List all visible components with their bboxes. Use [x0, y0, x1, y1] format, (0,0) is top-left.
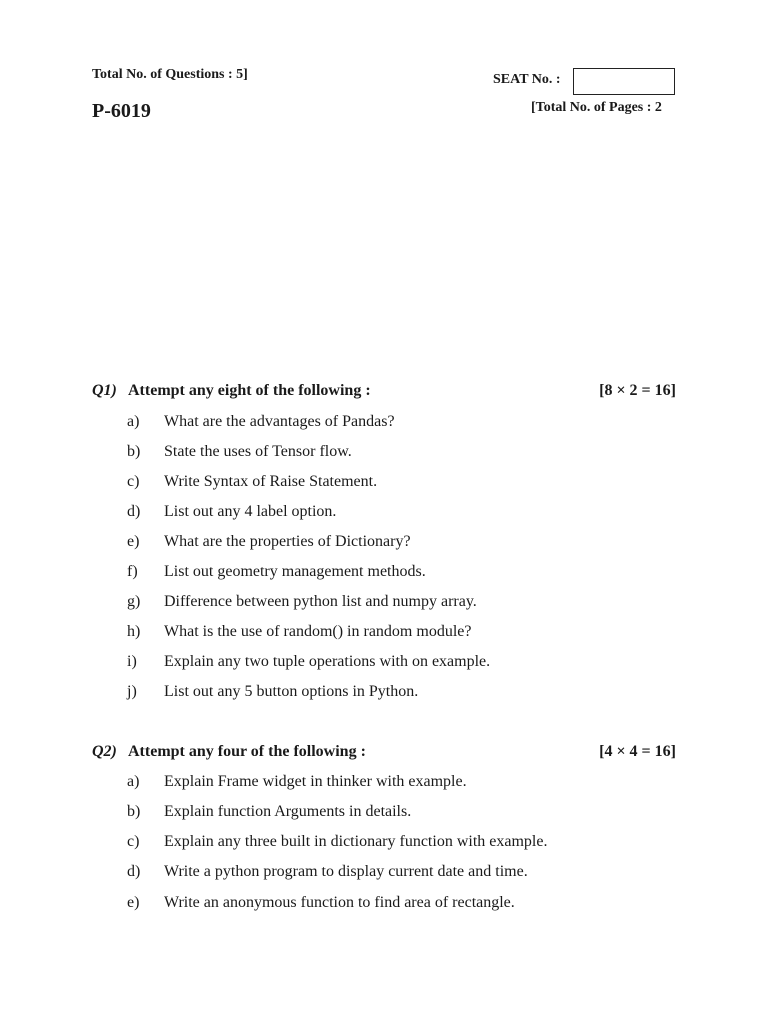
- question-number: Q1): [92, 382, 117, 399]
- paper-code: P-6019: [92, 100, 151, 122]
- item-text: What are the properties of Dictionary?: [164, 533, 411, 550]
- item-text: Write Syntax of Raise Statement.: [164, 473, 378, 490]
- item-text: What are the advantages of Pandas?: [164, 413, 395, 430]
- question-item: [127, 533, 687, 553]
- item-label: c): [127, 473, 140, 490]
- item-text: Write an anonymous function to find area of rectangle.: [164, 894, 515, 911]
- item-label: b): [127, 803, 141, 820]
- question-1-heading: [92, 382, 676, 404]
- question-item: [127, 443, 687, 463]
- item-text: List out any 5 button options in Python.: [164, 683, 419, 700]
- question-item: [127, 563, 687, 583]
- item-text: What is the use of random() in random module?: [164, 623, 472, 640]
- total-questions: Total No. of Questions : 5]: [92, 67, 248, 82]
- question-item: [127, 593, 687, 613]
- item-label: a): [127, 773, 140, 790]
- item-label: j): [127, 683, 137, 700]
- question-marks: [8 × 2 = 16]: [599, 382, 676, 399]
- item-text: List out geometry management methods.: [164, 563, 426, 580]
- item-text: State the uses of Tensor flow.: [164, 443, 352, 460]
- item-label: f): [127, 563, 138, 580]
- item-label: a): [127, 413, 140, 430]
- seat-number-box[interactable]: [573, 68, 675, 95]
- question-item: [127, 894, 687, 914]
- item-label: e): [127, 894, 140, 911]
- question-item: [127, 503, 687, 523]
- item-text: List out any 4 label option.: [164, 503, 337, 520]
- item-text: Difference between python list and numpy array.: [164, 593, 477, 610]
- item-label: g): [127, 593, 141, 610]
- item-text: Write a python program to display current date and time.: [164, 863, 528, 880]
- total-pages: [Total No. of Pages : 2: [531, 100, 662, 115]
- item-text: Explain any two tuple operations with on example.: [164, 653, 491, 670]
- question-item: [127, 653, 687, 673]
- item-text: Explain Frame widget in thinker with example.: [164, 773, 467, 790]
- seat-number-label: SEAT No. :: [493, 72, 561, 87]
- question-2-heading: [92, 743, 676, 765]
- item-label: i): [127, 653, 137, 670]
- question-item: [127, 623, 687, 643]
- question-item: [127, 473, 687, 493]
- item-label: c): [127, 833, 140, 850]
- item-label: b): [127, 443, 141, 460]
- question-item: [127, 833, 687, 853]
- item-label: h): [127, 623, 141, 640]
- question-item: [127, 863, 687, 883]
- question-title: Attempt any eight of the following :: [128, 382, 371, 399]
- question-item: [127, 683, 687, 703]
- question-item: [127, 413, 687, 433]
- question-item: [127, 773, 687, 793]
- question-marks: [4 × 4 = 16]: [599, 743, 676, 760]
- item-text: Explain function Arguments in details.: [164, 803, 412, 820]
- item-text: Explain any three built in dictionary function with example.: [164, 833, 548, 850]
- question-item: [127, 803, 687, 823]
- question-title: Attempt any four of the following :: [128, 743, 366, 760]
- item-label: d): [127, 863, 141, 880]
- item-label: d): [127, 503, 141, 520]
- item-label: e): [127, 533, 140, 550]
- question-number: Q2): [92, 743, 117, 760]
